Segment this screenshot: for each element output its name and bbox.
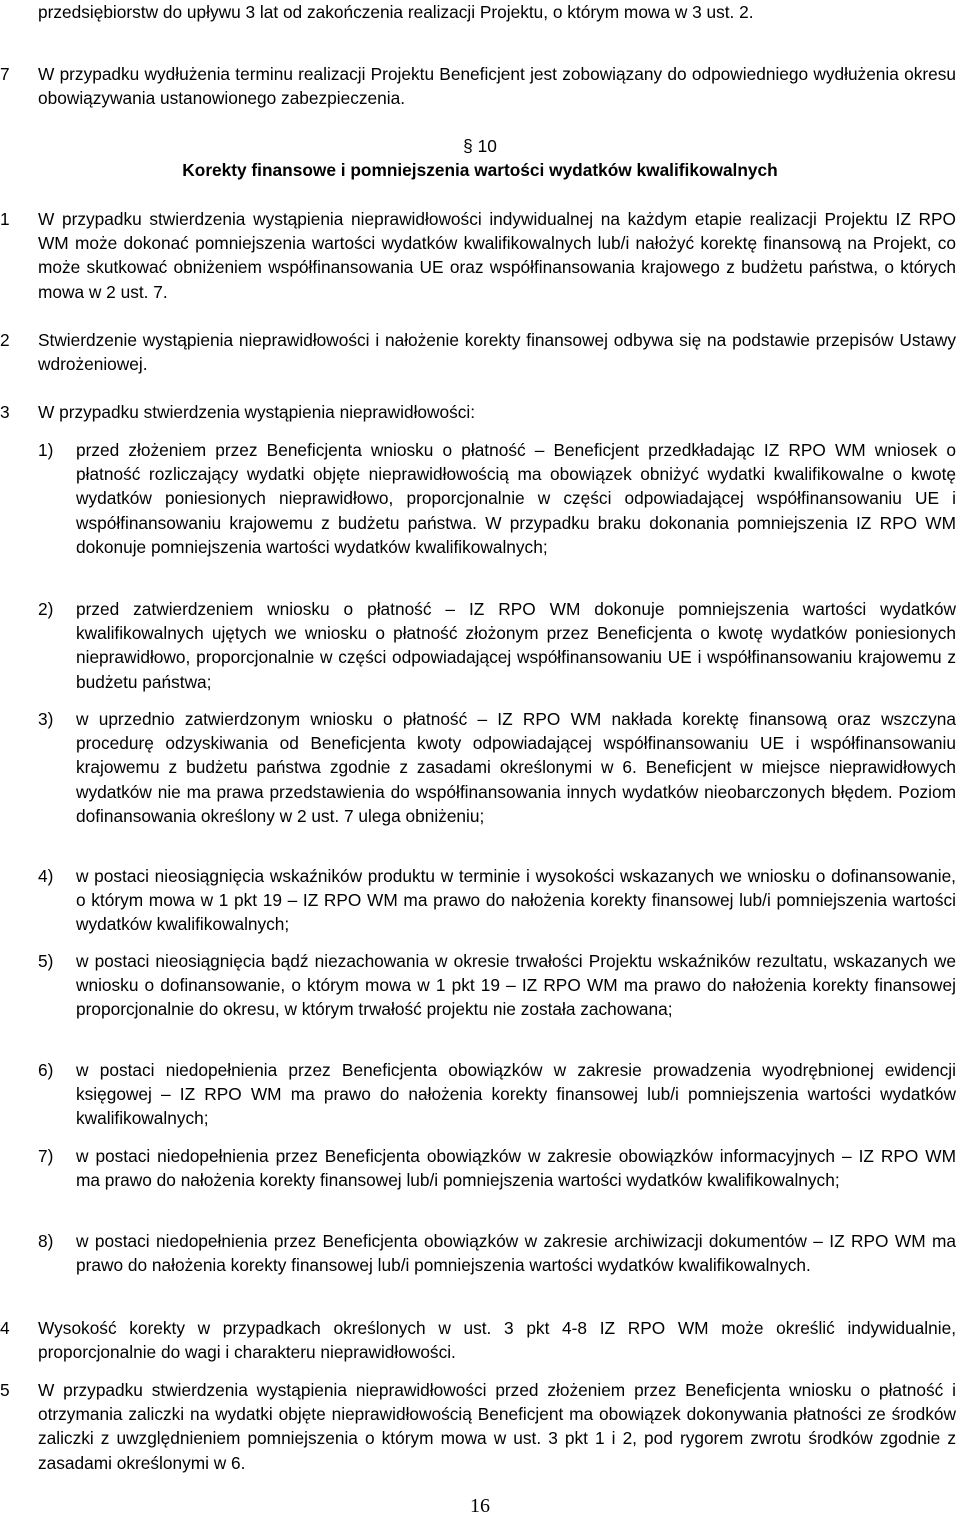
subitem-label: 4) — [38, 866, 54, 886]
subitem-label: 5) — [38, 951, 54, 971]
continuation-text: przedsiębiorstw do upływu 3 lat od zakończenia realizacji Projektu, o którym mowa w 3 ust. 2. — [38, 2, 754, 22]
subitem-1 — [0, 438, 956, 559]
subitem-3 — [0, 707, 956, 828]
item-5 — [0, 1378, 956, 1475]
item-text: Wysokość korekty w przypadkach określonych w ust. 3 pkt 4-8 IZ RPO WM może określić indywidualnie, proporcjonalnie do wagi i charakteru nieprawidłowości. — [38, 1318, 956, 1363]
subitem-2 — [0, 597, 956, 694]
item-number: 5 — [0, 1380, 10, 1400]
subitem-text: przed złożeniem przez Beneficjenta wniosku o płatność – Beneficjent przedkładając IZ RPO WM wniosek o płatność rozliczający wydatki objęte nieprawidłowością ma obowiązek obniżyć wydatki kwalifikowalne o kwotę wydatków poniesionych nieprawidłowo, proporcjonalnie w części odpowiadającej współfinansowaniu UE i współfinansowaniu krajowemu z budżetu państwa. W przypadku braku dokonania pomniejszenia IZ RPO WM dokonuje pomniejszenia wartości wydatków kwalifikowalnych; — [76, 440, 956, 557]
subitem-5 — [0, 949, 956, 1022]
subitem-label: 6) — [38, 1060, 54, 1080]
subitem-text: w uprzednio zatwierdzonym wniosku o płatność – IZ RPO WM nakłada korektę finansową oraz wszczyna procedurę odzyskiwania od Beneficjenta kwoty odpowiadającej współfinansowaniu UE i współfinansowaniu krajowemu z budżetu państwa zgodnie z zasadami określonymi w 6. Beneficjent w miejsce nieprawidłowych wydatków nie ma prawa przedstawienia do współfinansowania innych wydatków nieobarczonych błędem. Poziom dofinansowania określony w 2 ust. 7 ulega obniżeniu; — [76, 709, 956, 826]
item-number: 4 — [0, 1318, 10, 1338]
item-number: 3 — [0, 402, 10, 422]
subitem-label: 7) — [38, 1146, 54, 1166]
item-text: W przypadku stwierdzenia wystąpienia nieprawidłowości: — [38, 402, 476, 422]
subitem-text: w postaci nieosiągnięcia bądź niezachowania w okresie trwałości Projektu wskaźników rezultatu, wskazanych we wniosku o dofinansowanie, o którym mowa w 1 pkt 19 – IZ RPO WM ma prawo do nałożenia korekty finansowej proporcjonalnie do okresu, w którym trwałość projektu nie została zachowana; — [76, 951, 956, 1020]
item-number: 2 — [0, 330, 10, 350]
item-number: 7 — [0, 64, 10, 84]
item-text: Stwierdzenie wystąpienia nieprawidłowości i nałożenie korekty finansowej odbywa się na podstawie przepisów Ustawy wdrożeniowej. — [38, 330, 956, 375]
subitem-6 — [0, 1058, 956, 1131]
continuation-paragraph — [38, 0, 956, 24]
item-2 — [0, 328, 956, 376]
section-title: Korekty finansowe i pomniejszenia wartości wydatków kwalifikowalnych — [182, 160, 778, 181]
subitem-label: 3) — [38, 709, 54, 729]
subitem-text: w postaci niedopełnienia przez Beneficjenta obowiązków w zakresie prowadzenia wyodrębnionej ewidencji księgowej – IZ RPO WM ma prawo do nałożenia korekty finansowej lub/i pomniejszenia wartości wydatków kwalifikowalnych; — [76, 1060, 956, 1129]
item-text: W przypadku stwierdzenia wystąpienia nieprawidłowości przed złożeniem przez Beneficjenta wniosku o płatność i otrzymania zaliczki na wydatki objęte nieprawidłowością Beneficjent ma obowiązek dokonywania płatności ze środków zaliczki z uwzględnieniem pomniejszenia o którym mowa w ust. 3 pkt 1 i 2, pod rygorem zwrotu środków zgodnie z zasadami określonymi w 6. — [38, 1380, 956, 1473]
subitem-text: w postaci nieosiągnięcia wskaźników produktu w terminie i wysokości wskazanych we wniosku o dofinansowanie, o którym mowa w 1 pkt 19 – IZ RPO WM ma prawo do nałożenia korekty finansowej lub/i pomniejszenia wartości wydatków kwalifikowalnych; — [76, 866, 956, 935]
item-1 — [0, 207, 956, 304]
subitem-label: 1) — [38, 440, 54, 460]
item-text: W przypadku stwierdzenia wystąpienia nieprawidłowości indywidualnej na każdym etapie realizacji Projektu IZ RPO WM może dokonać pomniejszenia wartości wydatków kwalifikowalnych lub/i nałożyć korektę finansową na Projekt, co może skutkować obniżeniem współfinansowania UE oraz współfinansowania krajowego z budżetu państwa, o których mowa w 2 ust. 7. — [38, 209, 956, 302]
subitem-text: przed zatwierdzeniem wniosku o płatność – IZ RPO WM dokonuje pomniejszenia wartości wydatków kwalifikowalnych ujętych we wniosku o płatność złożonym przez Beneficjenta o kwotę wydatków poniesionych nieprawidłowo, proporcjonalnie w części odpowiadającej współfinansowaniu UE i współfinansowaniu krajowemu z budżetu państwa; — [76, 599, 956, 692]
item-3 — [0, 400, 956, 424]
item-7 — [0, 62, 956, 110]
subitem-label: 2) — [38, 599, 54, 619]
subitem-text: w postaci niedopełnienia przez Beneficjenta obowiązków w zakresie obowiązków informacyjnych – IZ RPO WM ma prawo do nałożenia korekty finansowej lub/i pomniejszenia wartości wydatków kwalifikowalnych; — [76, 1146, 956, 1191]
subitem-8 — [0, 1229, 956, 1277]
section-number: § 10 — [463, 136, 497, 156]
subitem-7 — [0, 1144, 956, 1192]
section-heading — [0, 134, 960, 182]
item-number: 1 — [0, 209, 10, 229]
item-4 — [0, 1316, 956, 1364]
page-number: 16 — [470, 1495, 490, 1517]
subitem-label: 8) — [38, 1231, 54, 1251]
item-text: W przypadku wydłużenia terminu realizacji Projektu Beneficjent jest zobowiązany do odpowiedniego wydłużenia okresu obowiązywania ustanowionego zabezpieczenia. — [38, 64, 956, 109]
subitem-4 — [0, 864, 956, 937]
subitem-text: w postaci niedopełnienia przez Beneficjenta obowiązków w zakresie archiwizacji dokumentów – IZ RPO WM ma prawo do nałożenia korekty finansowej lub/i pomniejszenia wartości wydatków kwalifikowalnych. — [76, 1231, 956, 1276]
